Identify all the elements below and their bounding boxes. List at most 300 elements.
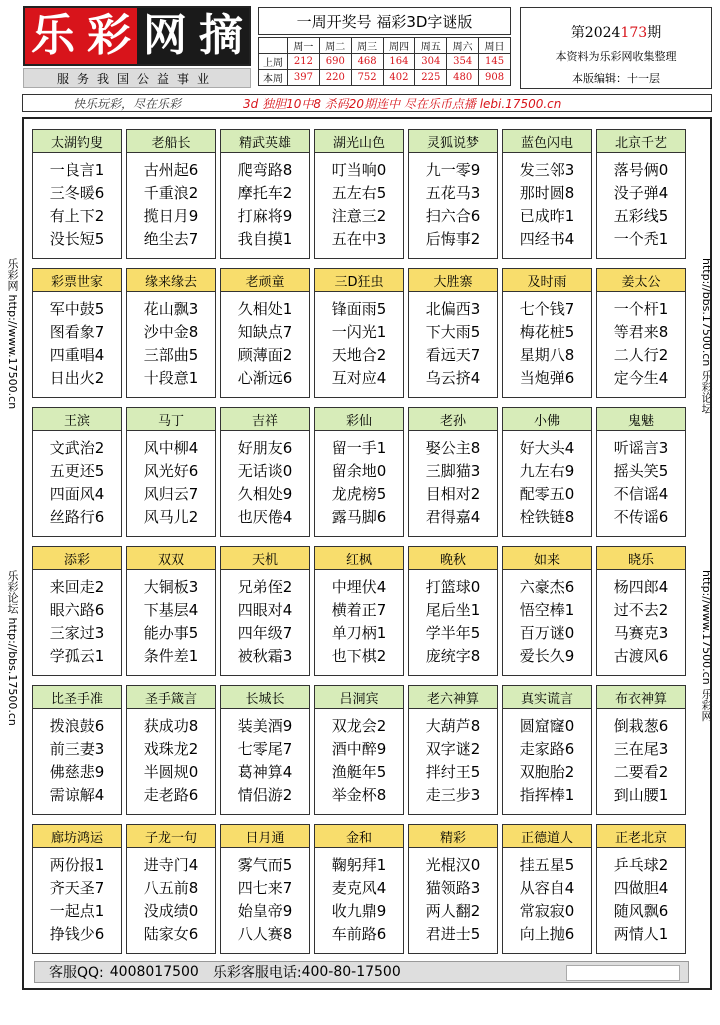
draw-number: 752: [351, 70, 383, 86]
card-body: [503, 431, 591, 529]
riddle-line: 三家过3: [49, 624, 105, 642]
riddle-line: 尾后坐1: [425, 601, 481, 619]
riddle-line: 五彩线5: [613, 207, 669, 225]
card-title: 布衣神算: [597, 686, 685, 709]
riddle-line: 随风飘6: [613, 902, 669, 920]
day-header: 周三: [351, 38, 383, 54]
riddle-card: [126, 407, 216, 537]
row-label: 上周: [259, 54, 288, 70]
card-body: [409, 292, 497, 390]
riddle-line: 知缺点7: [237, 323, 293, 341]
riddle-line: 乒乓球2: [613, 856, 669, 874]
card-title: 晓乐: [597, 547, 685, 570]
riddle-card: [596, 824, 686, 954]
riddle-card: [408, 407, 498, 537]
card-title: 真实谎言: [503, 686, 591, 709]
card-body: [409, 848, 497, 946]
riddle-line: 始皇帝9: [237, 902, 293, 920]
card-title: 精彩: [409, 825, 497, 848]
riddle-line: 双龙会2: [331, 717, 387, 735]
riddle-card: [220, 685, 310, 815]
riddle-card: [408, 546, 498, 676]
ticker-promo-link[interactable]: 3d 独胆10中8 杀码20期连中 尽在乐币点播 lebi.17500.cn: [243, 96, 562, 111]
riddle-line: 北偏西3: [425, 300, 481, 318]
card-body: [127, 431, 215, 529]
riddle-line: 鞠躬拜1: [331, 856, 387, 874]
logo-char: 彩: [81, 8, 137, 64]
card-body: [503, 709, 591, 807]
riddle-line: 大葫芦8: [425, 717, 481, 735]
riddle-line: 大铜板3: [143, 578, 199, 596]
card-title: 红枫: [315, 547, 403, 570]
card-title: 长城长: [221, 686, 309, 709]
day-header: 周二: [319, 38, 351, 54]
card-body: [503, 292, 591, 390]
draw-title: 一周开奖号 福彩3D字谜版: [258, 7, 511, 35]
card-title: 小佛: [503, 408, 591, 431]
riddle-line: 等君来8: [613, 323, 669, 341]
card-title: 双双: [127, 547, 215, 570]
issue-suffix: 期: [647, 25, 662, 41]
card-body: [127, 292, 215, 390]
riddle-line: 听谣言3: [613, 439, 669, 457]
row-label: 本周: [259, 70, 288, 86]
riddle-line: 三在尾3: [613, 740, 669, 758]
riddle-line: 扫六合6: [425, 207, 481, 225]
issue-note: 本资料为乐彩网收集整理: [555, 50, 677, 63]
card-body: [315, 709, 403, 807]
riddle-card: [408, 824, 498, 954]
card-body: [221, 153, 309, 251]
card-title: 日月通: [221, 825, 309, 848]
riddle-line: 进寺门4: [143, 856, 199, 874]
riddle-line: 被秋霜3: [237, 647, 293, 665]
riddle-line: 前三妻3: [49, 740, 105, 758]
riddle-line: 绝尘去7: [143, 230, 199, 248]
riddle-line: 麦克风4: [331, 879, 387, 897]
riddle-line: 学半年5: [425, 624, 481, 642]
card-title: 鬼魅: [597, 408, 685, 431]
riddle-line: 七零尾7: [237, 740, 293, 758]
draw-number: 220: [319, 70, 351, 86]
draw-number: 402: [383, 70, 415, 86]
riddle-line: 好朋友6: [237, 439, 293, 457]
card-body: [221, 848, 309, 946]
riddle-line: 留一手1: [331, 439, 387, 457]
day-header: 周五: [415, 38, 447, 54]
card-body: [597, 570, 685, 668]
riddle-card: [32, 268, 122, 398]
riddle-line: 不传谣6: [613, 508, 669, 526]
day-header: 周四: [383, 38, 415, 54]
footer: [34, 961, 689, 983]
riddle-line: 看远天7: [425, 346, 481, 364]
riddle-line: 半圆规0: [143, 763, 199, 781]
riddle-card: [596, 407, 686, 537]
riddle-line: 露马脚6: [331, 508, 387, 526]
draw-number: 354: [447, 54, 479, 70]
side-text-right-top: http://bbs.17500.cn 乐彩论坛: [700, 258, 713, 414]
riddle-line: 我自摸1: [237, 230, 293, 248]
riddle-line: 一闪光1: [331, 323, 387, 341]
card-body: [409, 431, 497, 529]
riddle-line: 挣钱少6: [49, 925, 105, 943]
riddle-card: [502, 407, 592, 537]
card-title: 添彩: [33, 547, 121, 570]
riddle-line: 车前路6: [331, 925, 387, 943]
riddle-line: 挂五星5: [519, 856, 575, 874]
qq-number: 4008017500: [109, 964, 199, 980]
riddle-card: [314, 407, 404, 537]
riddle-line: 过不去2: [613, 601, 669, 619]
card-body: [315, 292, 403, 390]
riddle-card: [220, 546, 310, 676]
riddle-line: 猫领路3: [425, 879, 481, 897]
riddle-card: [314, 268, 404, 398]
draw-number: 304: [415, 54, 447, 70]
riddle-line: 古州起6: [143, 161, 199, 179]
card-title: 圣手箴言: [127, 686, 215, 709]
card-body: [315, 848, 403, 946]
card-title: 缘来缘去: [127, 269, 215, 292]
riddle-line: 二人行2: [613, 346, 669, 364]
riddle-line: 花山飘3: [143, 300, 199, 318]
riddle-line: 娶公主8: [425, 439, 481, 457]
card-title: 蓝色闪电: [503, 130, 591, 153]
riddle-line: 没子弹4: [613, 184, 669, 202]
riddle-line: 梅花桩5: [519, 323, 575, 341]
draw-number: 145: [479, 54, 511, 70]
card-body: [221, 570, 309, 668]
logo-char: 摘: [193, 8, 249, 64]
riddle-line: 风光好6: [143, 462, 199, 480]
card-body: [33, 570, 121, 668]
card-body: [597, 848, 685, 946]
riddle-card: [126, 685, 216, 815]
riddle-line: 装美酒9: [237, 717, 293, 735]
card-title: 正老北京: [597, 825, 685, 848]
issue-box: [520, 7, 712, 89]
riddle-line: 六豪杰6: [519, 578, 575, 596]
draw-number: 908: [479, 70, 511, 86]
riddle-line: 久相处1: [237, 300, 293, 318]
card-title: 彩仙: [315, 408, 403, 431]
draw-row-last-week: [259, 54, 511, 70]
riddle-line: 风归云7: [143, 485, 199, 503]
card-body: [33, 431, 121, 529]
riddle-line: 渔艇年5: [331, 763, 387, 781]
riddle-line: 君得嘉4: [425, 508, 481, 526]
card-title: 灵狐说梦: [409, 130, 497, 153]
phone-label: 乐彩客服电话:: [212, 965, 302, 981]
riddle-line: 已成昨1: [519, 207, 575, 225]
riddle-card: [314, 824, 404, 954]
riddle-card: [220, 407, 310, 537]
riddle-line: 走老路6: [143, 786, 199, 804]
issue-editor: 本版编辑：十一层: [572, 72, 660, 85]
riddle-card: [126, 129, 216, 259]
card-body: [597, 709, 685, 807]
riddle-line: 四面风4: [49, 485, 105, 503]
riddle-card: [596, 685, 686, 815]
phone-number: 400-80-17500: [301, 964, 401, 980]
riddle-card: [502, 129, 592, 259]
riddle-line: 留余地0: [331, 462, 387, 480]
riddle-line: 眼六路6: [49, 601, 105, 619]
riddle-line: 君进士5: [425, 925, 481, 943]
card-body: [315, 431, 403, 529]
riddle-line: 九左右9: [519, 462, 575, 480]
riddle-line: 拌纣王5: [425, 763, 481, 781]
draw-row-this-week: [259, 70, 511, 86]
riddle-line: 天地合2: [331, 346, 387, 364]
riddle-line: 定今生4: [613, 369, 669, 387]
riddle-line: 四眼对4: [237, 601, 293, 619]
riddle-line: 能办事5: [143, 624, 199, 642]
riddle-line: 打麻将9: [237, 207, 293, 225]
riddle-line: 一个杆1: [613, 300, 669, 318]
card-title: 大胜寨: [409, 269, 497, 292]
riddle-line: 从容自4: [519, 879, 575, 897]
day-header: 周一: [288, 38, 320, 54]
riddle-line: 配零五0: [519, 485, 575, 503]
riddle-line: 八五前8: [143, 879, 199, 897]
riddle-line: 情侣游2: [237, 786, 293, 804]
riddle-line: 举金杯8: [331, 786, 387, 804]
riddle-card: [126, 546, 216, 676]
riddle-line: 兄弟侄2: [237, 578, 293, 596]
riddle-line: 一良言1: [49, 161, 105, 179]
riddle-line: 酒中醉9: [331, 740, 387, 758]
card-title: 晚秋: [409, 547, 497, 570]
riddle-line: 单刀柄1: [331, 624, 387, 642]
riddle-line: 九一零9: [425, 161, 481, 179]
riddle-line: 条件差1: [143, 647, 199, 665]
card-title: 太湖钓叟: [33, 130, 121, 153]
blank-box: [566, 965, 680, 981]
riddle-line: 三部曲5: [143, 346, 199, 364]
riddle-line: 七个钱7: [519, 300, 575, 318]
issue-prefix: 第2024: [570, 25, 621, 41]
riddle-line: 日出火2: [49, 369, 105, 387]
riddle-line: 军中鼓5: [49, 300, 105, 318]
draw-number: 690: [319, 54, 351, 70]
riddle-card: [314, 546, 404, 676]
draw-number: 164: [383, 54, 415, 70]
riddle-line: 锋面雨5: [331, 300, 387, 318]
riddle-line: 没成绩0: [143, 902, 199, 920]
riddle-line: 到山腰1: [613, 786, 669, 804]
card-body: [221, 431, 309, 529]
riddle-card: [502, 546, 592, 676]
riddle-line: 圆窟窿0: [519, 717, 575, 735]
draw-results-table: [258, 37, 511, 86]
riddle-line: 陆家女6: [143, 925, 199, 943]
riddle-card: [220, 129, 310, 259]
riddle-line: 佛慈悲9: [49, 763, 105, 781]
card-body: [315, 570, 403, 668]
riddle-line: 悟空棒1: [519, 601, 575, 619]
draw-number: 212: [288, 54, 320, 70]
riddle-line: 也厌倦4: [237, 508, 293, 526]
card-title: 湖光山色: [315, 130, 403, 153]
riddle-line: 摇头笑5: [613, 462, 669, 480]
riddle-line: 三脚猫3: [425, 462, 481, 480]
card-title: 姜太公: [597, 269, 685, 292]
riddle-card: [596, 546, 686, 676]
riddle-card: [126, 824, 216, 954]
riddle-line: 下大雨5: [425, 323, 481, 341]
riddle-line: 五在中3: [331, 230, 387, 248]
card-body: [409, 570, 497, 668]
card-title: 彩票世家: [33, 269, 121, 292]
draw-number: 397: [288, 70, 320, 86]
riddle-line: 千重浪2: [143, 184, 199, 202]
riddle-card: [314, 129, 404, 259]
riddle-line: 光棍汉0: [425, 856, 481, 874]
qq-label: 客服QQ:: [49, 965, 104, 981]
riddle-line: 拨浪鼓6: [49, 717, 105, 735]
card-body: [315, 153, 403, 251]
riddle-line: 风中柳4: [143, 439, 199, 457]
riddle-line: 四七来7: [237, 879, 293, 897]
riddle-card: [32, 546, 122, 676]
riddle-line: 获成功8: [143, 717, 199, 735]
riddle-line: 八人赛8: [237, 925, 293, 943]
riddle-line: 向上抛6: [519, 925, 575, 943]
day-header: 周日: [479, 38, 511, 54]
riddle-line: 两人翻2: [425, 902, 481, 920]
riddle-line: 雾气而5: [237, 856, 293, 874]
card-title: 比圣手准: [33, 686, 121, 709]
riddle-line: 下基层4: [143, 601, 199, 619]
riddle-line: 指挥棒1: [519, 786, 575, 804]
riddle-card: [408, 685, 498, 815]
riddle-line: 心渐远6: [237, 369, 293, 387]
riddle-line: 横着正7: [331, 601, 387, 619]
side-text-left-top: 乐彩网 http://www.17500.cn: [6, 258, 19, 410]
riddle-card: [220, 824, 310, 954]
riddle-line: 中埋伏4: [331, 578, 387, 596]
riddle-card: [408, 129, 498, 259]
riddle-line: 那时圆8: [519, 184, 575, 202]
riddle-line: 倒栽葱6: [613, 717, 669, 735]
riddle-line: 不信谣4: [613, 485, 669, 503]
card-title: 子龙一句: [127, 825, 215, 848]
riddle-line: 摩托车2: [237, 184, 293, 202]
riddle-line: 双字谜2: [425, 740, 481, 758]
logo: [23, 6, 251, 66]
logo-char: 乐: [25, 8, 81, 64]
riddle-line: 四经书4: [519, 230, 575, 248]
card-title: 精武英雄: [221, 130, 309, 153]
card-body: [503, 153, 591, 251]
riddle-line: 风马儿2: [143, 508, 199, 526]
riddle-line: 揽日月9: [143, 207, 199, 225]
riddle-line: 两情人1: [613, 925, 669, 943]
card-body: [33, 709, 121, 807]
card-body: [221, 709, 309, 807]
riddle-line: 丝路行6: [49, 508, 105, 526]
draw-number: 480: [447, 70, 479, 86]
card-title: 三D狂虫: [315, 269, 403, 292]
riddle-card: [502, 685, 592, 815]
riddle-card: [596, 129, 686, 259]
card-body: [33, 848, 121, 946]
riddle-line: 图看象7: [49, 323, 105, 341]
riddle-line: 龙虎榜5: [331, 485, 387, 503]
card-title: 老船长: [127, 130, 215, 153]
riddle-card: [596, 268, 686, 398]
riddle-line: 爬弯路8: [237, 161, 293, 179]
card-body: [597, 153, 685, 251]
riddle-line: 一个秃1: [613, 230, 669, 248]
card-title: 马丁: [127, 408, 215, 431]
riddle-line: 发三邻3: [519, 161, 575, 179]
riddle-line: 需谅解4: [49, 786, 105, 804]
riddle-line: 互对应4: [331, 369, 387, 387]
riddle-line: 戏珠龙2: [143, 740, 199, 758]
riddle-line: 顾薄面2: [237, 346, 293, 364]
riddle-card: [220, 268, 310, 398]
draw-number: 468: [351, 54, 383, 70]
riddle-line: 十段意1: [143, 369, 199, 387]
riddle-line: 五左右5: [331, 184, 387, 202]
riddle-line: 两份报1: [49, 856, 105, 874]
riddle-line: 马赛克3: [613, 624, 669, 642]
card-body: [597, 431, 685, 529]
card-title: 天机: [221, 547, 309, 570]
card-body: [597, 292, 685, 390]
riddle-line: 二要看2: [613, 763, 669, 781]
riddle-line: 叮当响0: [331, 161, 387, 179]
riddle-line: 五花马3: [425, 184, 481, 202]
riddle-line: 来回走2: [49, 578, 105, 596]
draw-days-row: [259, 38, 511, 54]
riddle-line: 打篮球0: [425, 578, 481, 596]
riddle-line: 好大头4: [519, 439, 575, 457]
riddle-card: [32, 824, 122, 954]
card-title: 老顽童: [221, 269, 309, 292]
riddle-line: 沙中金8: [143, 323, 199, 341]
draw-number: 225: [415, 70, 447, 86]
card-title: 正德道人: [503, 825, 591, 848]
riddle-line: 四做胆4: [613, 879, 669, 897]
card-title: 金和: [315, 825, 403, 848]
card-body: [503, 570, 591, 668]
card-body: [33, 292, 121, 390]
riddle-line: 学孤云1: [49, 647, 105, 665]
side-text-right-bottom: http://www.17500.cn 乐彩网: [700, 570, 713, 722]
card-title: 如来: [503, 547, 591, 570]
riddle-card: [502, 824, 592, 954]
riddle-card: [32, 129, 122, 259]
card-title: 老六神算: [409, 686, 497, 709]
riddle-line: 没长短5: [49, 230, 105, 248]
riddle-card: [314, 685, 404, 815]
riddle-line: 收九鼎9: [331, 902, 387, 920]
issue-no: 173: [620, 25, 648, 41]
slogan: 服务我国公益事业: [23, 68, 251, 88]
riddle-line: 久相处9: [237, 485, 293, 503]
riddle-card: [502, 268, 592, 398]
riddle-line: 一起点1: [49, 902, 105, 920]
card-title: 吉祥: [221, 408, 309, 431]
card-title: 老孙: [409, 408, 497, 431]
riddle-card: [126, 268, 216, 398]
riddle-line: 庞统字8: [425, 647, 481, 665]
corner-cell: [259, 38, 288, 54]
